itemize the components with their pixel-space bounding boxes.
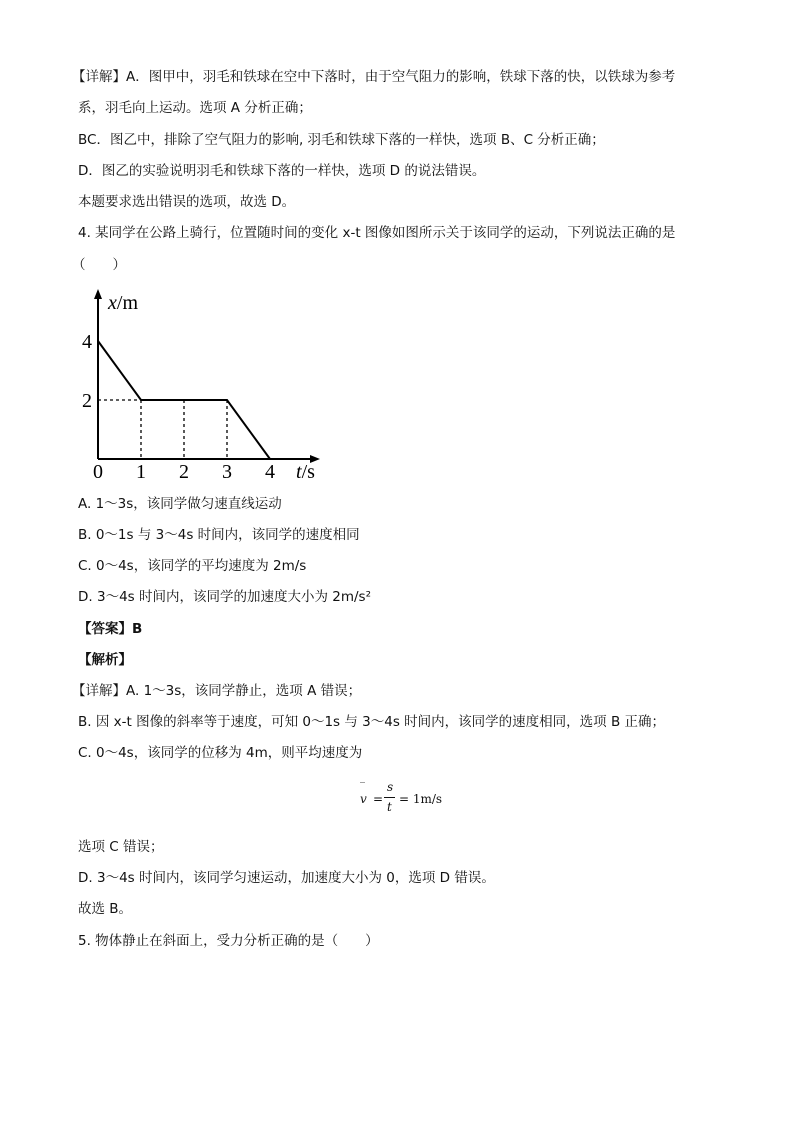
answer-label: 【答案】B <box>78 621 143 637</box>
y-tick-4: 4 <box>82 331 92 353</box>
formula-lhs: v <box>360 792 367 806</box>
formula-numerator: s <box>387 780 394 794</box>
x-tick-2: 2 <box>179 461 189 483</box>
question-5: 5. 物体静止在斜面上，受力分析正确的是（ ） <box>78 933 379 949</box>
text-line-1: 【详解】A．图甲中，羽毛和铁球在空中下落时，由于空气阻力的影响，铁球下落的快，以铁球为参考 <box>72 69 676 85</box>
explain-line-2: B. 因 x-t 图像的斜率等于速度，可知 0～1s 与 3～4s 时间内，该同学的速度相同，选项 B 正确； <box>78 714 666 730</box>
explain-line-6: 故选 B。 <box>78 901 133 917</box>
explain-line-4: 选项 C 错误； <box>78 839 164 855</box>
analysis-label: 【解析】 <box>78 652 132 668</box>
y-tick-2: 2 <box>82 390 92 412</box>
x-tick-3: 3 <box>222 461 232 483</box>
x-axis-label: t/s <box>296 461 315 483</box>
formula-v-bar: ‾ <box>360 782 365 793</box>
formula-eq: = <box>373 792 384 806</box>
x-tick-0: 0 <box>93 461 103 483</box>
y-axis-arrow <box>94 289 102 299</box>
data-point-3 <box>269 458 271 460</box>
text-line-5: 本题要求选出错误的选项，故选 D。 <box>78 194 296 210</box>
text-line-3: BC．图乙中，排除了空气阻力的影响, 羽毛和铁球下落的一样快，选项 B、C 分析正确； <box>78 132 605 148</box>
text-line-2: 系，羽毛向上运动。选项 A 分析正确； <box>78 100 312 116</box>
explain-line-5: D. 3～4s 时间内，该同学匀速运动，加速度大小为 0，选项 D 错误。 <box>78 870 495 886</box>
option-b: B. 0～1s 与 3～4s 时间内，该同学的速度相同 <box>78 527 360 543</box>
x-tick-1: 1 <box>136 461 146 483</box>
chart-guides <box>98 400 227 459</box>
chart-axes <box>94 289 320 483</box>
explain-line-1: 【详解】A. 1～3s，该同学静止，选项 A 错误； <box>72 683 362 699</box>
data-point-0 <box>97 340 99 342</box>
question-4-paren: （ ） <box>72 257 126 273</box>
data-point-2 <box>226 399 228 401</box>
formula-rhs: = 1m/s <box>399 792 443 806</box>
formula-fraction-bar <box>384 797 395 798</box>
xt-graph <box>78 285 328 485</box>
data-point-1 <box>140 399 142 401</box>
formula-denominator: t <box>387 800 392 814</box>
chart-ticks <box>82 331 275 483</box>
option-d: D. 3～4s 时间内，该同学的加速度大小为 2m/s² <box>78 589 372 605</box>
average-velocity-formula <box>356 780 446 820</box>
x-tick-4: 4 <box>265 461 275 483</box>
explain-line-3: C. 0～4s，该同学的位移为 4m，则平均速度为 <box>78 745 363 761</box>
text-line-4: D．图乙的实验说明羽毛和铁球下落的一样快，选项 D 的说法错误。 <box>78 163 486 179</box>
y-axis-label: x/m <box>108 292 139 314</box>
option-c: C. 0～4s，该同学的平均速度为 2m/s <box>78 558 307 574</box>
option-a: A. 1～3s，该同学做匀速直线运动 <box>78 496 282 512</box>
question-4: 4. 某同学在公路上骑行，位置随时间的变化 x-t 图像如图所示关于该同学的运动，下列说法正确的是 <box>78 225 676 241</box>
